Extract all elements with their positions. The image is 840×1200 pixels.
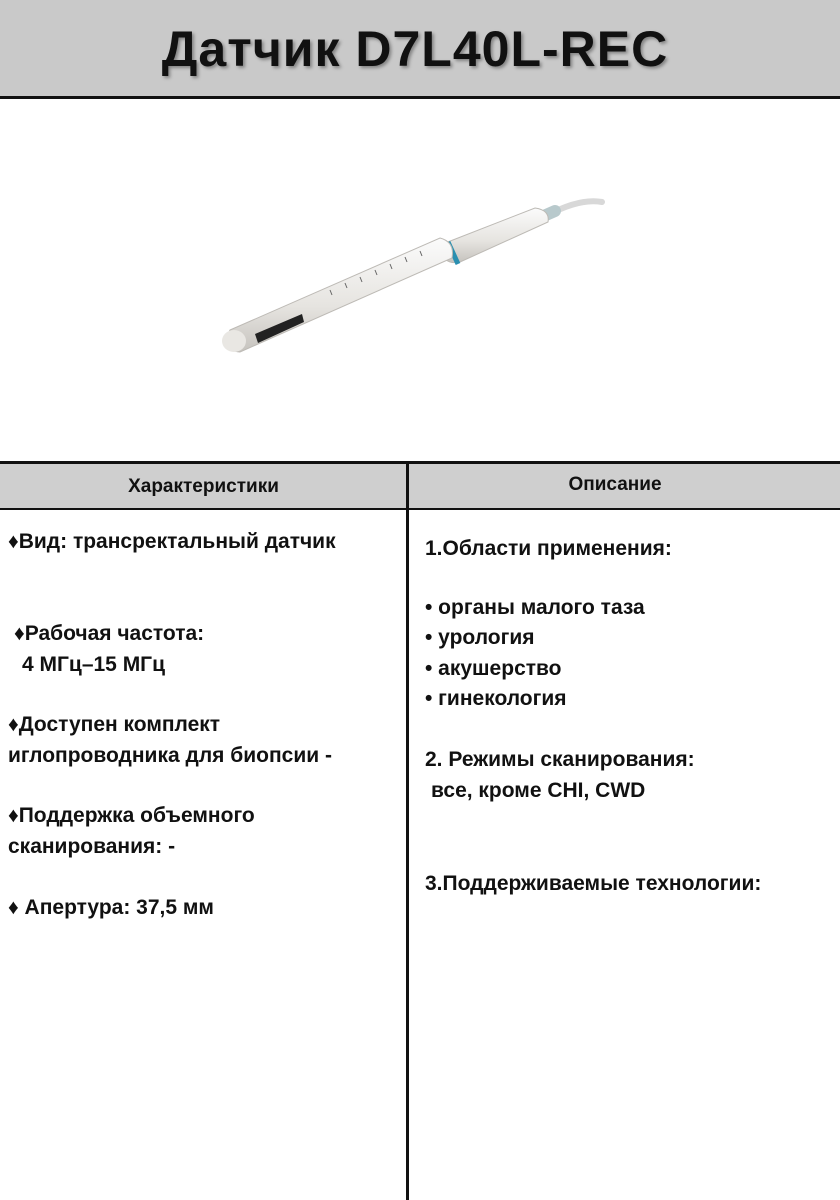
spec-biopsy-line1: ♦Доступен комплект: [8, 713, 221, 736]
probe-image: [210, 180, 630, 370]
table-header: [0, 464, 840, 510]
column-header-characteristics: Характеристики: [128, 476, 279, 497]
spec-type: ♦Вид: трансректальный датчик: [8, 530, 336, 553]
desc-modes-value: все, кроме CHI, CWD: [431, 779, 646, 802]
desc-modes-title: 2. Режимы сканирования:: [425, 748, 695, 771]
spec-volume-line2: сканирования: -: [8, 835, 176, 858]
spec-frequency-value: 4 МГц–15 МГц: [22, 653, 166, 676]
spec-biopsy-line2: иглопроводника для биопсии -: [8, 744, 332, 767]
column-header-description: Описание: [568, 474, 662, 495]
column-divider: [406, 464, 409, 1200]
desc-tech-title: 3.Поддерживаемые технологии:: [425, 872, 762, 895]
spec-aperture: ♦ Апертура: 37,5 мм: [8, 896, 214, 919]
spec-frequency-label: ♦Рабочая частота:: [14, 622, 205, 645]
desc-areas-title: 1.Области применения:: [425, 537, 672, 560]
title-banner: [0, 0, 840, 99]
page-title: Датчик D7L40L-REC: [161, 21, 669, 77]
desc-area-item: • акушерство: [425, 657, 562, 680]
spec-volume-line1: ♦Поддержка объемного: [8, 804, 255, 827]
desc-area-item: • гинекология: [425, 687, 567, 710]
desc-area-item: • органы малого таза: [425, 596, 645, 619]
desc-area-item: • урология: [425, 626, 535, 649]
